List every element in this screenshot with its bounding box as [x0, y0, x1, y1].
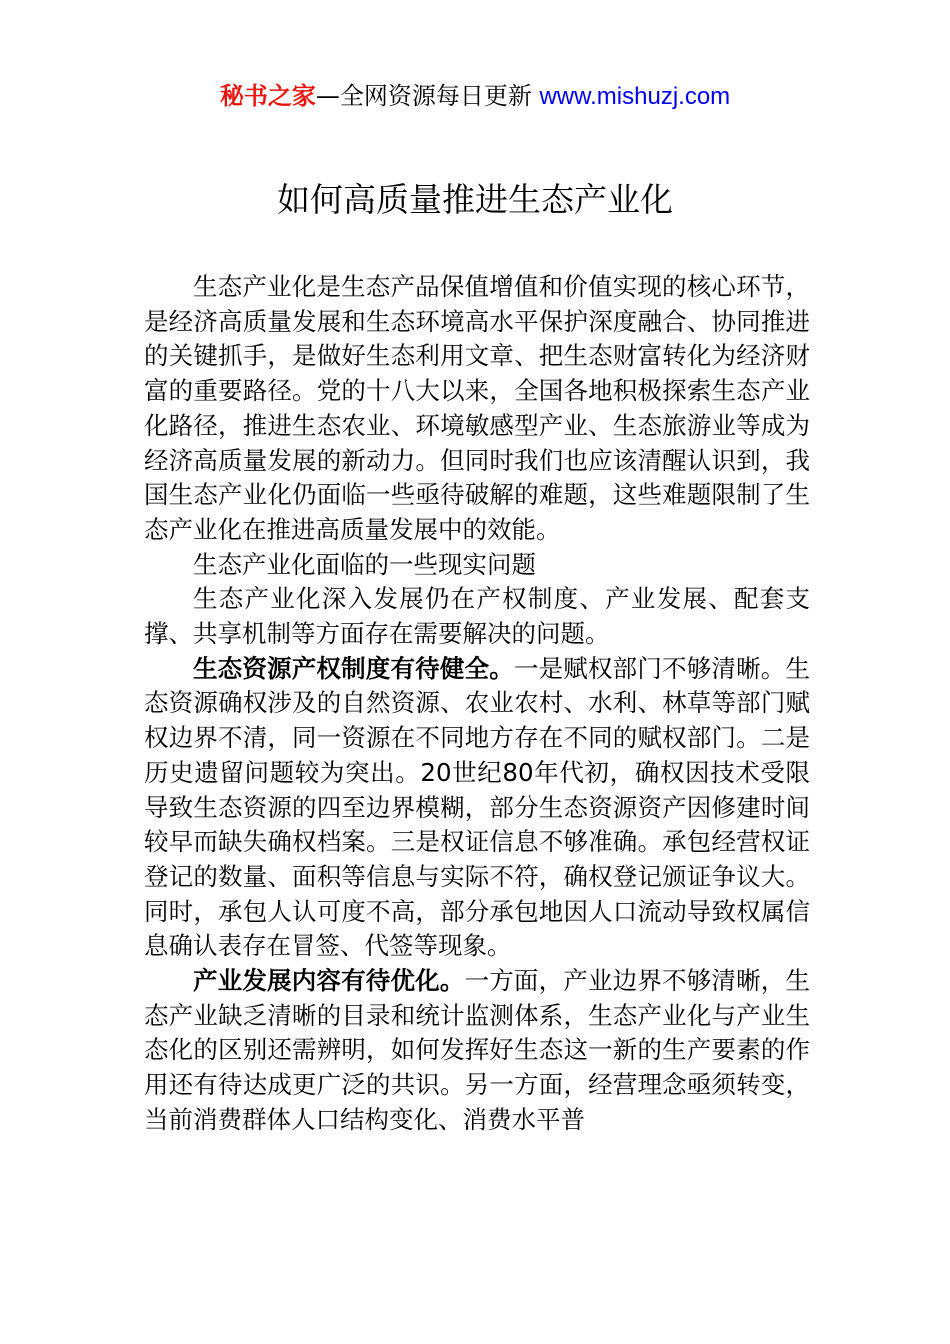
paragraph — [144, 964, 810, 1138]
header-slogan: —全网资源每日更新 — [315, 82, 540, 110]
paragraph — [144, 582, 810, 651]
paragraph-lead: 产业发展内容有待优化。 — [193, 966, 465, 996]
document-title: 如何高质量推进生态产业化 — [277, 180, 673, 219]
paragraph-text: 生态产业化面临的一些现实问题 — [193, 549, 536, 579]
paragraph-text: 一是赋权部门不够清晰。生态资源确权涉及的自然资源、农业农村、水利、林草等部门赋权边界不清，同一资源在不同地方存在不同的赋权部门。二是历史遗留问题较为突出。20世纪80年代初，确权因技术受限导致生态资源的四至边界模糊，部分生态资源资产因修建时间较早而缺失确权档案。三是权证信息不够准确。承包经营权证登记的数量、面积等信息与实际不符，确权登记颁证争议大。同时，承包人认可度不高，部分承包地因人口流动导致权属信息确认表存在冒签、代签等现象。 — [144, 653, 810, 961]
brand-name: 秘书之家 — [219, 82, 316, 110]
paragraph — [144, 652, 810, 964]
paragraph-lead: 生态资源产权制度有待健全。 — [193, 653, 514, 683]
document-body — [144, 270, 810, 1138]
section-heading — [144, 548, 810, 583]
paragraph-text: 一方面，产业边界不够清晰，生态产业缺乏清晰的目录和统计监测体系，生态产业化与产业生态化的区别还需辨明，如何发挥好生态这一新的生产要素的作用还有待达成更广泛的共识。另一方面，经营理念亟须转变，当前消费群体人口结构变化、消费水平普 — [144, 966, 810, 1134]
paragraph-text: 生态产业化是生态产品保值增值和价值实现的核心环节，是经济高质量发展和生态环境高水平保护深度融合、协同推进的关键抓手，是做好生态利用文章、把生态财富转化为经济财富的重要路径。党的十八大以来，全国各地积极探索生态产业化路径，推进生态农业、环境敏感型产业、生态旅游业等成为经济高质量发展的新动力。但同时我们也应该清醒认识到，我国生态产业化仍面临一些亟待破解的难题，这些难题限制了生态产业化在推进高质量发展中的效能。 — [144, 272, 810, 544]
paragraph — [144, 270, 810, 548]
site-header — [0, 80, 950, 113]
paragraph-text: 生态产业化深入发展仍在产权制度、产业发展、配套支撑、共享机制等方面存在需要解决的问题。 — [144, 584, 810, 649]
site-url-link[interactable]: www.mishuzj.com — [539, 83, 731, 110]
